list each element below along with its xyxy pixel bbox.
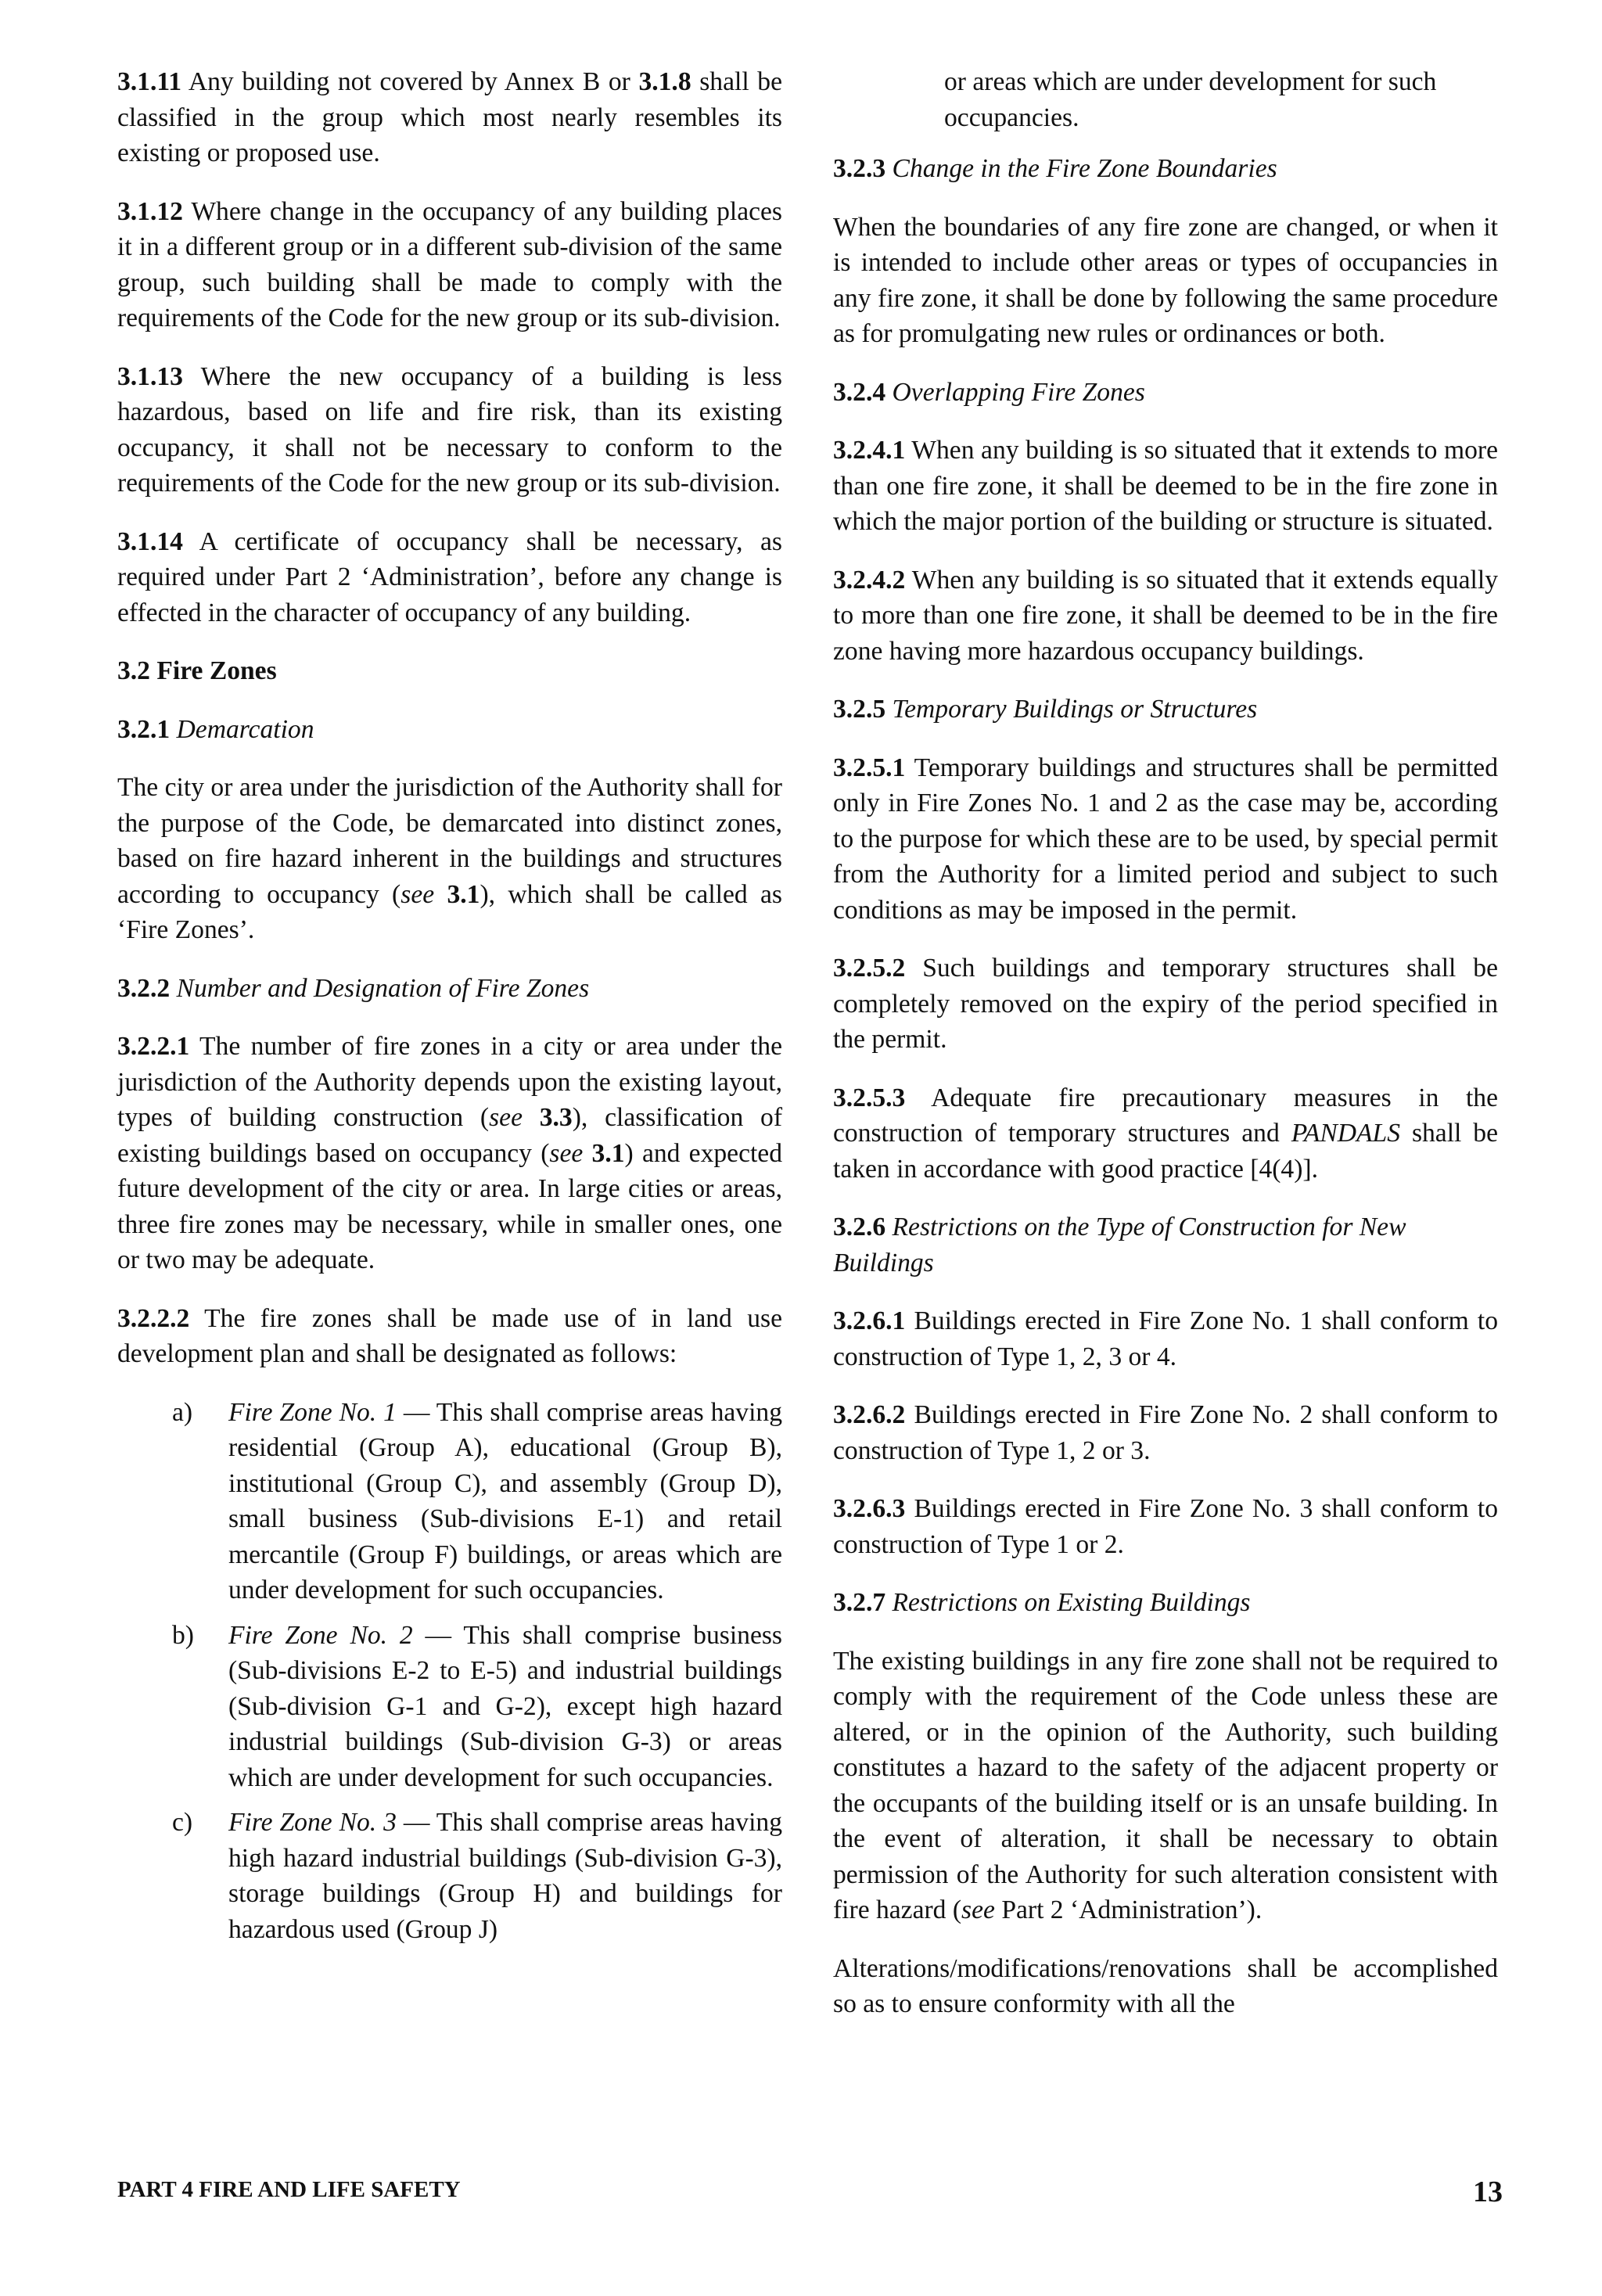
clause-text: The city or area under the jurisdiction of the Authority shall for the purpose of the Code, be demarcated into distinct zones, based on fire hazard inherent in the buildings and structures according to occupancy ( [117,773,782,909]
list-item [117,1618,782,1796]
clause-3-2-5-1 [833,750,1498,929]
clause-text: The fire zones shall be made use of in land use development plan and shall be designated as follows: [117,1303,782,1368]
subsection-number: 3.2.6 [833,1213,886,1241]
left-column [117,64,782,1959]
section-title: Fire Zones [149,656,277,685]
clause-number: 3.2.6.2 [833,1400,906,1429]
clause-text-tail: ) and expected future development of the city or area. In large cities or areas, three fire zones may be necessary, while in smaller ones, one or two may be adequate. [117,1138,782,1274]
clause-text: Alterations/modifications/renovations shall be accomplished so as to ensure conformity with all the [833,1953,1498,2018]
list-item-label: b) [172,1620,194,1650]
clause-number: 3.2.6.1 [833,1306,906,1335]
clause-text: Buildings erected in Fire Zone No. 1 shall conform to construction of Type 1, 2, 3 or 4. [833,1306,1498,1371]
fire-zone-name: Fire Zone No. 3 [228,1808,397,1837]
pandals-term: PANDALS [1291,1119,1400,1148]
footer-part-title: PART 4 FIRE AND LIFE SAFETY [117,2177,461,2202]
list-item [117,1805,782,1947]
clause-text: Such buildings and temporary structures shall be completely removed on the expiry of the period specified in the permit. [833,954,1498,1054]
subsection-number: 3.2.2 [117,973,171,1003]
clause-3-2-6-2 [833,1397,1498,1468]
clause-3-2-5-3 [833,1080,1498,1188]
clause-text: Buildings erected in Fire Zone No. 3 shall conform to construction of Type 1 or 2. [833,1494,1498,1559]
subsection-title: Restrictions on Existing Buildings [885,1588,1251,1617]
list-item-label: a) [172,1397,193,1427]
see-reference-word: see [489,1103,523,1132]
clause-text-tail: shall be classified in the group which most nearly resembles its existing or proposed use. [117,67,782,167]
clause-text: or areas which are under development for such occupancies. [944,67,1437,132]
clause-number: 3.2.2.2 [117,1303,190,1333]
subsection-number: 3.2.1 [117,714,171,744]
clause-number: 3.2.4.2 [833,565,906,595]
list-item-text: — This shall comprise areas having high hazard industrial buildings (Sub-division G-3), storage buildings (Group H) and buildings for hazardous used (Group J) [228,1808,782,1944]
subsection-title: Change in the Fire Zone Boundaries [885,154,1277,183]
clause-number: 3.2.5.2 [833,954,906,983]
clause-3-2-2-1 [117,1029,782,1278]
see-reference-word: see [549,1138,584,1168]
clause-reference: 3.1.8 [638,67,691,96]
clause-number: 3.1.14 [117,526,183,556]
clause-number: 3.2.5.3 [833,1083,906,1112]
subsection-title: Demarcation [170,714,314,744]
clause-text: Where change in the occupancy of any building places it in a different group or in a different sub-division of the same group, such building shall be made to comply with the requirements of the Code for the new group or its sub-division. [117,196,782,332]
clause-text: Where the new occupancy of a building is less hazardous, based on life and fire risk, than its existing occupancy, it shall not be necessary to conform to the requirements of the Code for the new group or its sub-division. [117,361,782,498]
page-number: 13 [1473,2176,1503,2208]
subsection-number: 3.2.3 [833,154,886,183]
clause-text-tail: shall be taken in accordance with good practice [4(4)]. [833,1119,1498,1184]
subsection-number: 3.2.7 [833,1588,886,1617]
clause-number: 3.1.12 [117,196,183,226]
list-item-label: c) [172,1808,193,1837]
clause-3-1-14 [117,524,782,631]
clause-3-2-4-2 [833,562,1498,670]
subsection-heading-3-2-3 [833,151,1498,187]
clause-3-2-6-1 [833,1303,1498,1374]
clause-3-2-5-2 [833,950,1498,1058]
clause-3-2-7-continued [833,1951,1498,2022]
fire-zone-name: Fire Zone No. 1 [228,1397,397,1427]
fire-zone-name: Fire Zone No. 2 [228,1620,413,1650]
subsection-title: Temporary Buildings or Structures [885,695,1258,724]
clause-number: 3.1.13 [117,361,183,391]
see-reference-word: see [400,879,435,909]
clause-text: Temporary buildings and structures shall be permitted only in Fire Zones No. 1 and 2 as the case may be, according to the purpose for which these are to be used, by special permit from the Authority for a limited period and subject to such conditions as may be imposed in the permit. [833,753,1498,925]
clause-3-2-3 [833,210,1498,352]
clause-text: Adequate fire precautionary measures in the construction of temporary structures and [833,1083,1498,1148]
subsection-heading-3-2-5 [833,692,1498,728]
clause-reference: 3.1 [583,1138,625,1168]
clause-reference: 3.3 [522,1103,573,1132]
subsection-number: 3.2.5 [833,695,886,724]
clause-text: When any building is so situated that it extends equally to more than one fire zone, it shall be deemed to be in the fire zone having more hazardous occupancy buildings. [833,565,1498,666]
list-item [117,1395,782,1608]
subsection-title: Restrictions on the Type of Construction for New Buildings [833,1213,1406,1277]
clause-3-2-1 [117,770,782,948]
clause-3-1-13 [117,359,782,501]
clause-3-1-11 [117,64,782,171]
clause-number: 3.2.2.1 [117,1032,190,1061]
clause-text: Any building not covered by Annex B or [181,67,639,96]
clause-number: 3.1.11 [117,67,182,96]
clause-number: 3.2.5.1 [833,753,906,782]
subsection-heading-3-2-7 [833,1585,1498,1621]
clause-text: Buildings erected in Fire Zone No. 2 shall conform to construction of Type 1, 2 or 3. [833,1400,1498,1465]
clause-text: The existing buildings in any fire zone shall not be required to comply with the requirement of the Code unless these are altered, or in the opinion of the Authority, such building constitutes a hazard to the safety of the adjacent property or the occupants of the building itself or is an unsafe building. In the event of alteration, it shall be necessary to obtain permission of the Authority for such alteration consistent with fire hazard ( [833,1646,1498,1924]
subsection-title: Overlapping Fire Zones [885,377,1145,407]
clause-text-tail: ), which shall be called as ‘Fire Zones’. [117,879,782,944]
clause-text-tail: Part 2 ‘Administration’). [994,1895,1263,1924]
subsection-title: Number and Designation of Fire Zones [170,973,590,1003]
clause-3-1-12 [117,194,782,336]
continued-list-text [833,64,1498,135]
subsection-heading-3-2-6 [833,1209,1498,1281]
clause-text: A certificate of occupancy shall be necessary, as required under Part 2 ‘Administration’, before any change is effected in the character of occupancy of any building. [117,526,782,627]
clause-text: When any building is so situated that it extends to more than one fire zone, it shall be deemed to be in the fire zone in which the major portion of the building or structure is situated. [833,436,1498,536]
list-item-text: — This shall comprise areas having residential (Group A), educational (Group B), institutional (Group C), and assembly (Group D), small business (Sub-divisions E-1) and retail mercantile (Group F) buildings, or areas which are under development for such occupancies. [228,1397,782,1604]
subsection-number: 3.2.4 [833,377,886,407]
clause-number: 3.2.4.1 [833,436,906,465]
clause-reference: 3.1 [434,879,480,909]
clause-text: The number of fire zones in a city or area under the jurisdiction of the Authority depends upon the existing layout, types of building construction ( [117,1032,782,1132]
clause-3-2-2-2 [117,1301,782,1372]
clause-3-2-4-1 [833,433,1498,540]
subsection-heading-3-2-4 [833,375,1498,411]
clause-number: 3.2.6.3 [833,1494,906,1523]
right-column [833,64,1498,2045]
fire-zone-list [117,1395,782,1948]
subsection-heading-3-2-1 [117,712,782,748]
clause-text: When the boundaries of any fire zone are changed, or when it is intended to include other areas or types of occupancies in any fire zone, it shall be done by following the same procedure as for promulgating new rules or ordinances or both. [833,212,1498,348]
section-heading-3-2 [117,653,782,689]
section-number: 3.2 [117,656,150,685]
list-item-text: — This shall comprise business (Sub-divisions E-2 to E-5) and industrial buildings (Sub-division G-1 and G-2), except high hazard industrial buildings (Sub-division G-3) or areas which are under development for such occupancies. [228,1620,782,1792]
clause-3-2-6-3 [833,1491,1498,1562]
see-reference-word: see [961,1895,995,1924]
clause-3-2-7 [833,1644,1498,1928]
subsection-heading-3-2-2 [117,971,782,1007]
clause-text-mid: ), classification of existing buildings based on occupancy ( [117,1103,783,1168]
